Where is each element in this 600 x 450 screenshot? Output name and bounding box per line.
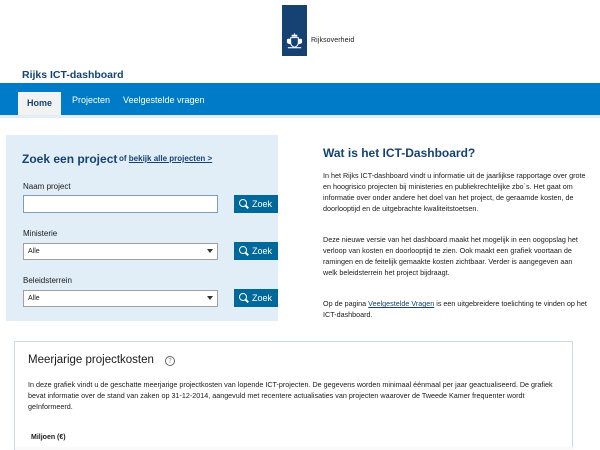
logo-bar <box>0 0 600 62</box>
policy-select[interactable] <box>23 290 218 307</box>
ministry-select[interactable] <box>23 243 218 260</box>
nav-item-projecten[interactable]: Projecten <box>72 95 111 105</box>
costs-section <box>14 341 573 450</box>
nav-item-home[interactable]: Home <box>18 92 61 117</box>
search-name-button-label: Zoek <box>252 199 273 209</box>
faq-link[interactable]: Veelgestelde Vragen <box>368 299 435 308</box>
info-title: Wat is het ICT-Dashboard? <box>323 146 476 160</box>
info-p3-before: Op de pagina <box>323 299 369 308</box>
policy-select-value: Alle <box>28 295 40 302</box>
search-policy-button[interactable] <box>234 289 278 307</box>
site-title[interactable]: Rijks ICT-dashboard <box>22 69 124 81</box>
costs-description: In deze grafiek vindt u de geschatte meerjarige projectkosten van lopende ICT-projecten. De gegevens worden minimaal éénmaal per jaar geactualiseerd. De grafiek bevat informatie over de stand van zaken op 31-12-2014, aangevuld met recentere actualisaties van projecten waarover de Tweede Kamer frequenter wordt geïnformeerd. <box>28 380 553 411</box>
search-title: Zoek een project <box>22 152 118 166</box>
crest-icon <box>285 31 304 50</box>
ministry-select-value: Alle <box>28 248 40 255</box>
info-icon[interactable]: ? <box>165 356 175 366</box>
search-icon <box>239 246 247 254</box>
costs-title: Meerjarige projectkosten <box>28 354 154 366</box>
chevron-down-icon <box>207 296 213 300</box>
all-projects-link[interactable]: bekijk alle projecten > <box>128 154 213 163</box>
name-project-label: Naam project <box>23 182 71 191</box>
logo-text: Rijksoverheid <box>311 37 355 44</box>
nav-item-veelgestelde-vragen[interactable]: Veelgestelde vragen <box>123 95 205 105</box>
main-nav <box>0 83 600 117</box>
search-ministry-button[interactable] <box>234 242 278 260</box>
search-policy-button-label: Zoek <box>252 293 273 303</box>
rijksoverheid-logo[interactable] <box>282 5 307 56</box>
search-icon <box>239 199 247 207</box>
nav-underline <box>0 115 600 118</box>
search-name-button[interactable] <box>234 195 278 213</box>
info-paragraph-3 <box>323 298 588 320</box>
search-or-text: of <box>119 154 127 163</box>
policy-label: Beleidsterrein <box>23 276 72 285</box>
info-paragraph-2: Deze nieuwe versie van het dashboard maakt het mogelijk in een oogopslag het verloop van kosten en doorlooptijd te zien. Ook maakt een grafiek voortaan de ramingen en de feitelijk gemaakte kosten zichtbaar. Verder is aangegeven aan welk beleidsterrein het project bijdraagt. <box>323 235 578 277</box>
info-paragraph-1: In het Rijks ICT-dashboard vindt u informatie uit de jaarlijkse rapportage over grote en hoogrisico projecten bij ministeries en publiekrechtelijke zbo`s. Het gaat om informatie over onder andere het doel van het project, de geraamde kosten, de doorlooptijd en de uitgebrachte kwaliteitstoetsen. <box>323 171 586 213</box>
costs-y-label: Miljoen (€) <box>31 434 66 441</box>
search-panel <box>6 135 278 321</box>
chevron-down-icon <box>207 249 213 253</box>
info-p3-after: is een uitgebreidere toelichting te vinden op het ICT-dashboard. <box>323 299 587 319</box>
ministry-label: Ministerie <box>23 229 58 238</box>
search-ministry-button-label: Zoek <box>252 246 273 256</box>
name-project-input[interactable] <box>23 195 218 213</box>
search-icon <box>239 293 247 301</box>
search-or <box>119 154 212 163</box>
